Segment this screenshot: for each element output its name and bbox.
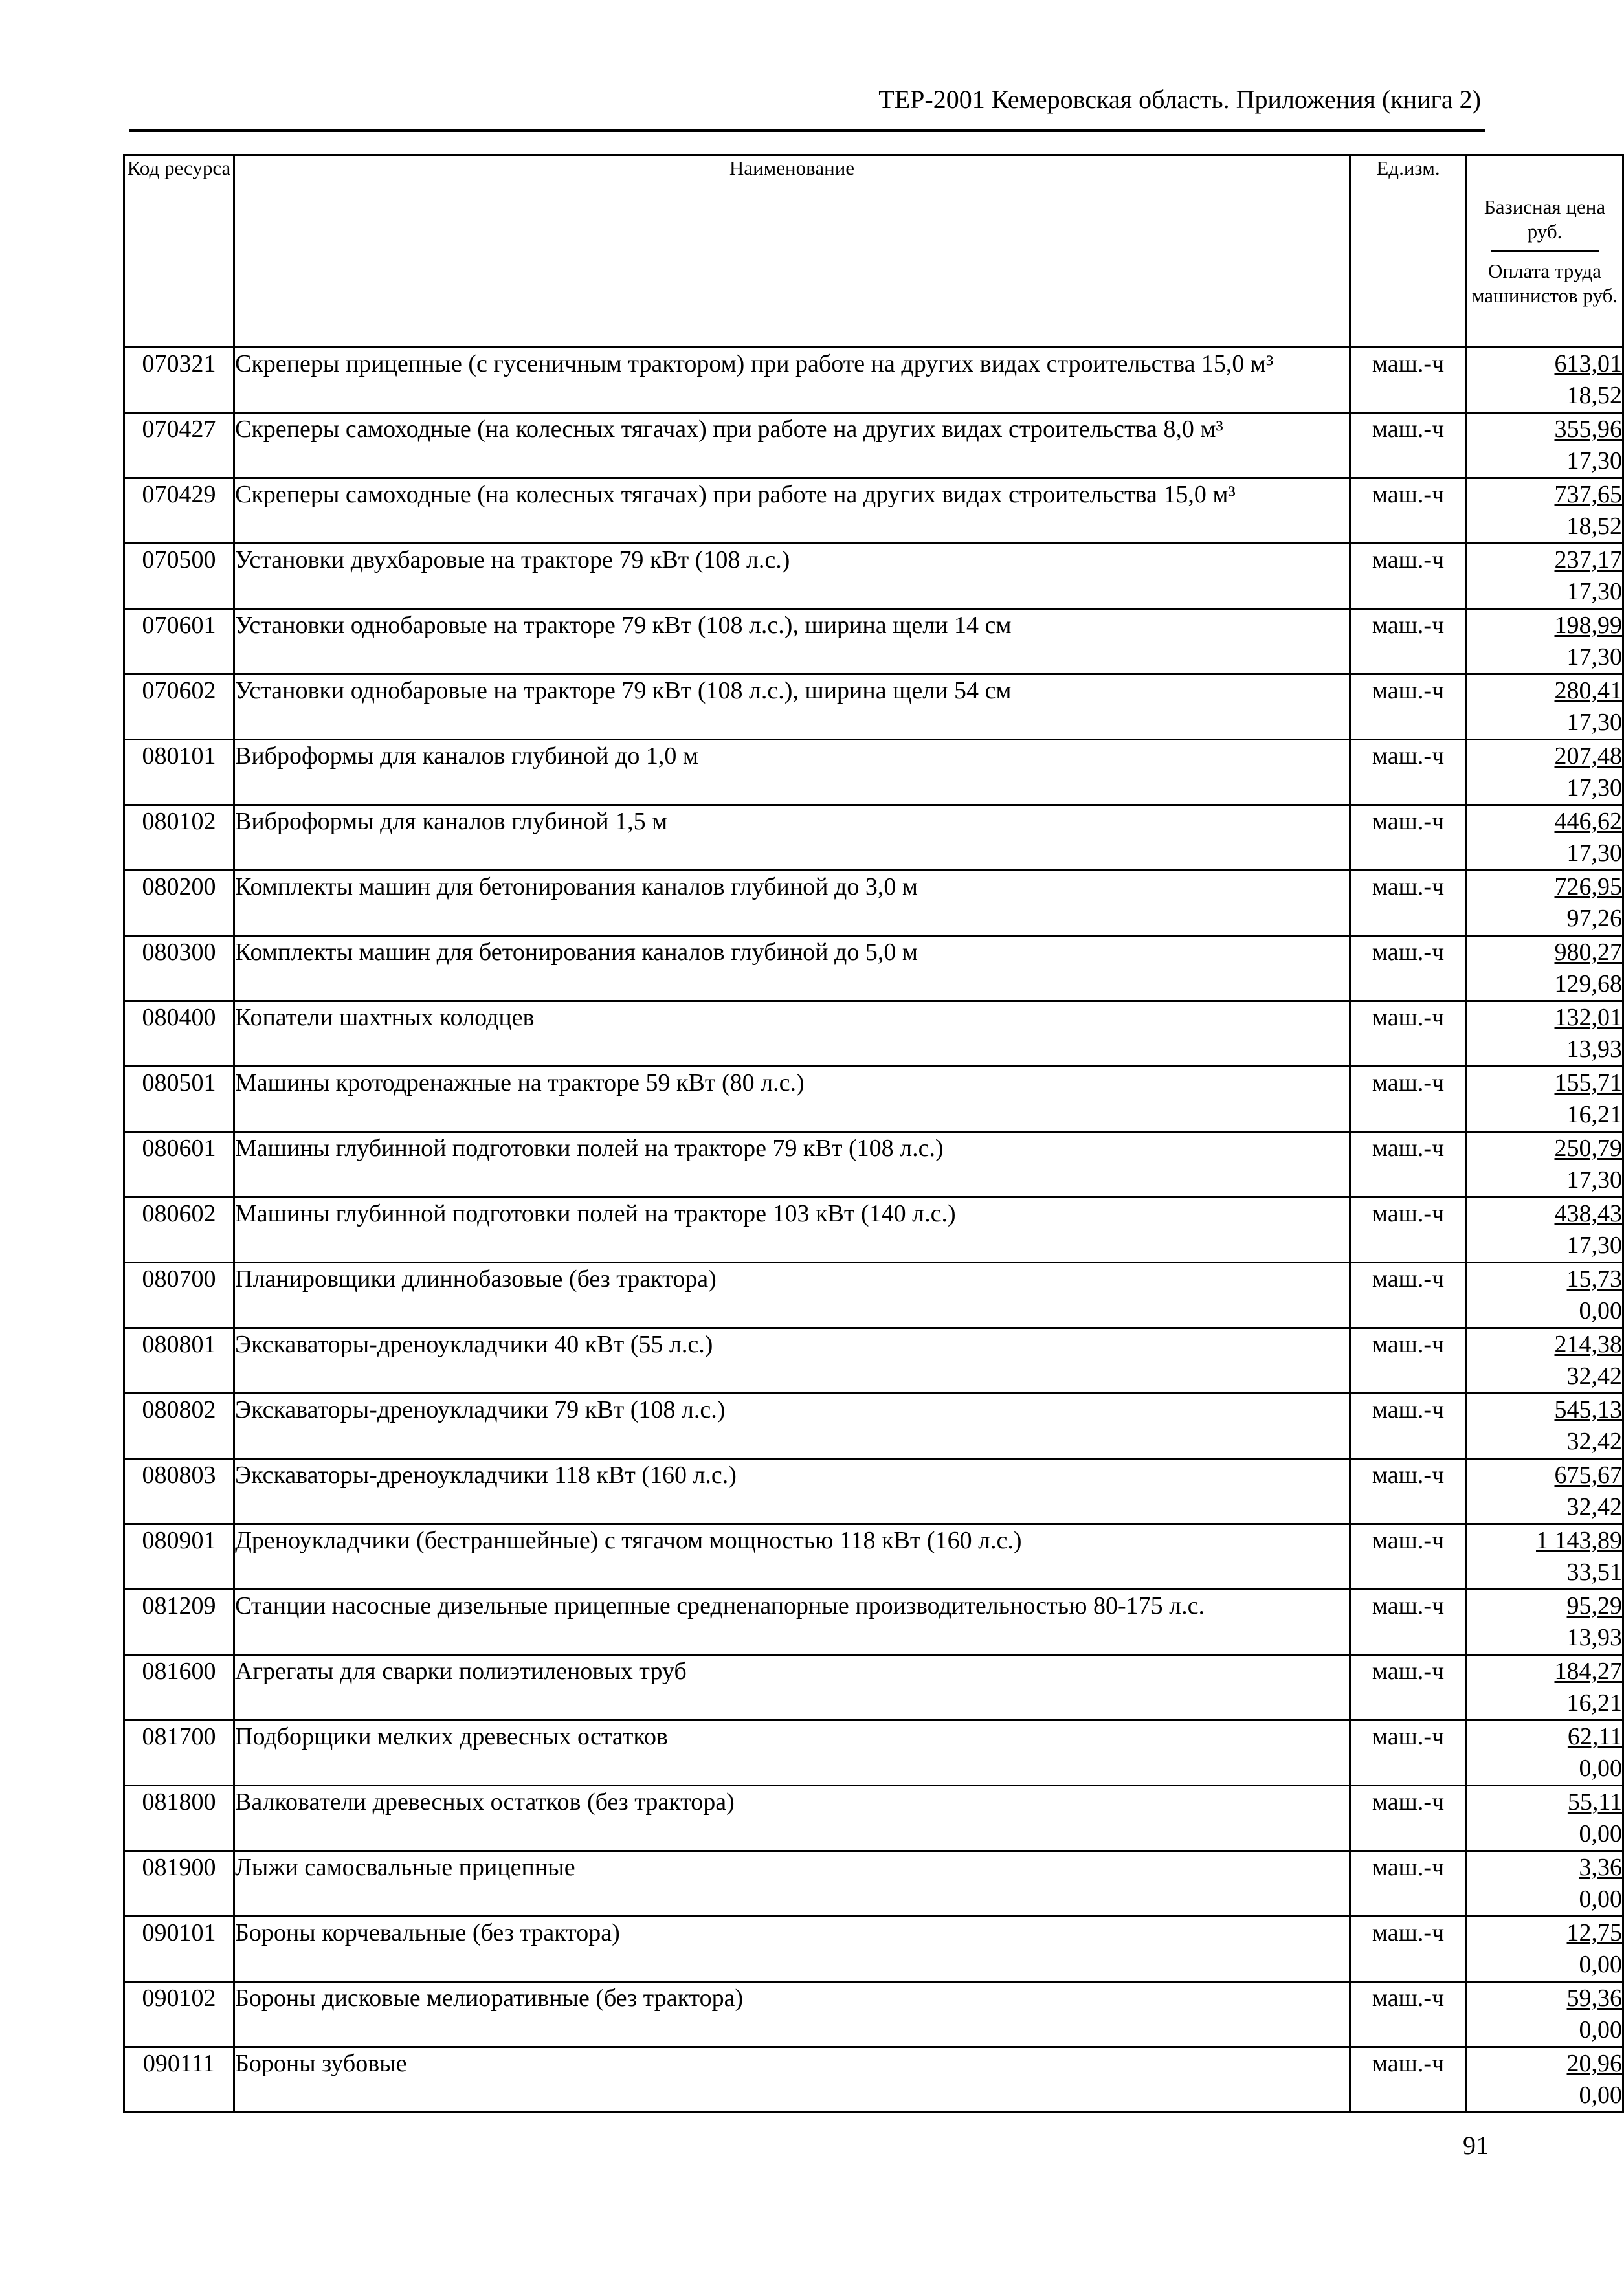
resource-name: Агрегаты для сварки полиэтиленовых труб	[234, 1655, 1350, 1720]
base-price: 675,67	[1554, 1462, 1622, 1489]
price-cell	[1467, 1459, 1623, 1524]
unit-of-measure: маш.-ч	[1350, 413, 1467, 478]
page-number: 91	[1463, 2131, 1489, 2160]
operator-pay: 0,00	[1579, 1297, 1622, 1324]
price-cell	[1467, 936, 1623, 1001]
resource-name: Подборщики мелких древесных остатков	[234, 1720, 1350, 1786]
price-cell	[1467, 1001, 1623, 1067]
resource-code: 070500	[124, 544, 234, 609]
resource-code: 081209	[124, 1590, 234, 1655]
resource-code: 070602	[124, 674, 234, 740]
table-row	[124, 413, 1623, 478]
base-price: 59,36	[1566, 1985, 1622, 2012]
price-cell	[1467, 1067, 1623, 1132]
resource-name: Установки однобаровые на тракторе 79 кВт (108 л.с.), ширина щели 54 см	[234, 674, 1350, 740]
base-price: 446,62	[1554, 808, 1622, 835]
resource-code: 070321	[124, 348, 234, 413]
resource-code: 080601	[124, 1132, 234, 1197]
base-price: 198,99	[1554, 612, 1622, 639]
unit-of-measure: маш.-ч	[1350, 1590, 1467, 1655]
operator-pay: 0,00	[1579, 2082, 1622, 2109]
resource-name: Установки двухбаровые на тракторе 79 кВт (108 л.с.)	[234, 544, 1350, 609]
price-cell	[1467, 348, 1623, 413]
unit-of-measure: маш.-ч	[1350, 1655, 1467, 1720]
column-header-price	[1467, 155, 1623, 348]
price-cell	[1467, 1524, 1623, 1590]
operator-pay: 32,42	[1566, 1363, 1622, 1390]
unit-of-measure: маш.-ч	[1350, 1132, 1467, 1197]
unit-of-measure: маш.-ч	[1350, 478, 1467, 544]
table-row	[124, 1917, 1623, 1982]
resource-name: Копатели шахтных колодцев	[234, 1001, 1350, 1067]
price-cell	[1467, 674, 1623, 740]
resource-name: Комплекты машин для бетонирования каналов глубиной до 3,0 м	[234, 871, 1350, 936]
base-price: 726,95	[1554, 873, 1622, 900]
resource-name: Станции насосные дизельные прицепные средненапорные производительностью 80-175 л.с.	[234, 1590, 1350, 1655]
table-row	[124, 1001, 1623, 1067]
resource-name: Машины глубинной подготовки полей на тракторе 103 кВт (140 л.с.)	[234, 1197, 1350, 1263]
price-cell	[1467, 413, 1623, 478]
base-price: 545,13	[1554, 1396, 1622, 1423]
unit-of-measure: маш.-ч	[1350, 805, 1467, 871]
resource-code: 080803	[124, 1459, 234, 1524]
resource-name: Виброформы для каналов глубиной до 1,0 м	[234, 740, 1350, 805]
resource-code: 090111	[124, 2047, 234, 2113]
resource-name: Установки однобаровые на тракторе 79 кВт (108 л.с.), ширина щели 14 см	[234, 609, 1350, 674]
base-price: 737,65	[1554, 481, 1622, 508]
base-price: 438,43	[1554, 1200, 1622, 1227]
table-row	[124, 674, 1623, 740]
resource-name: Экскаваторы-дреноукладчики 79 кВт (108 л.с.)	[234, 1394, 1350, 1459]
operator-pay: 97,26	[1566, 905, 1622, 932]
resource-name: Экскаваторы-дреноукладчики 40 кВт (55 л.с.)	[234, 1328, 1350, 1394]
table-row	[124, 1067, 1623, 1132]
table-row	[124, 936, 1623, 1001]
resource-code: 081900	[124, 1851, 234, 1917]
operator-pay: 17,30	[1566, 1232, 1622, 1259]
base-price: 15,73	[1566, 1265, 1622, 1293]
unit-of-measure: маш.-ч	[1350, 871, 1467, 936]
base-price: 355,96	[1554, 416, 1622, 443]
operator-pay: 17,30	[1566, 578, 1622, 605]
price-cell	[1467, 1328, 1623, 1394]
price-cell	[1467, 1655, 1623, 1720]
unit-of-measure: маш.-ч	[1350, 1459, 1467, 1524]
operator-pay: 17,30	[1566, 774, 1622, 801]
resource-name: Дреноукладчики (бестраншейные) с тягачом мощностью 118 кВт (160 л.с.)	[234, 1524, 1350, 1590]
resource-name: Машины кротодренажные на тракторе 59 кВт (80 л.с.)	[234, 1067, 1350, 1132]
running-header: ТЕР-2001 Кемеровская область. Приложения (книга 2)	[878, 85, 1481, 114]
unit-of-measure: маш.-ч	[1350, 740, 1467, 805]
resource-name: Машины глубинной подготовки полей на тракторе 79 кВт (108 л.с.)	[234, 1132, 1350, 1197]
unit-of-measure: маш.-ч	[1350, 1524, 1467, 1590]
operator-pay: 17,30	[1566, 840, 1622, 867]
base-price: 207,48	[1554, 742, 1622, 770]
resource-code: 080400	[124, 1001, 234, 1067]
resource-table	[123, 154, 1624, 2113]
table-row	[124, 805, 1623, 871]
base-price: 95,29	[1566, 1592, 1622, 1619]
resource-name: Валкователи древесных остатков (без трактора)	[234, 1786, 1350, 1851]
operator-pay: 13,93	[1566, 1624, 1622, 1651]
operator-pay: 13,93	[1566, 1036, 1622, 1063]
resource-name: Скреперы прицепные (с гусеничным трактором) при работе на других видах строительства 15,0 м³	[234, 348, 1350, 413]
operator-pay: 0,00	[1579, 1755, 1622, 1782]
base-price: 237,17	[1554, 546, 1622, 573]
table-row	[124, 1590, 1623, 1655]
resource-name: Экскаваторы-дреноукладчики 118 кВт (160 л.с.)	[234, 1459, 1350, 1524]
unit-of-measure: маш.-ч	[1350, 1067, 1467, 1132]
price-cell	[1467, 740, 1623, 805]
price-cell	[1467, 2047, 1623, 2113]
resource-code: 080501	[124, 1067, 234, 1132]
price-cell	[1467, 609, 1623, 674]
operator-pay: 129,68	[1554, 970, 1622, 997]
base-price: 980,27	[1554, 939, 1622, 966]
resource-code: 080300	[124, 936, 234, 1001]
operator-pay: 32,42	[1566, 1428, 1622, 1455]
table-row	[124, 1197, 1623, 1263]
table-row	[124, 1655, 1623, 1720]
base-price: 12,75	[1566, 1919, 1622, 1946]
resource-name: Скреперы самоходные (на колесных тягачах) при работе на других видах строительства 15,0 м³	[234, 478, 1350, 544]
resource-code: 090102	[124, 1982, 234, 2047]
base-price: 3,36	[1579, 1854, 1622, 1881]
resource-name: Скреперы самоходные (на колесных тягачах) при работе на других видах строительства 8,0 м³	[234, 413, 1350, 478]
price-cell	[1467, 805, 1623, 871]
base-price: 1 143,89	[1536, 1527, 1622, 1554]
price-cell	[1467, 1851, 1623, 1917]
unit-of-measure: маш.-ч	[1350, 1197, 1467, 1263]
operator-pay: 0,00	[1579, 1886, 1622, 1913]
price-cell	[1467, 1263, 1623, 1328]
resource-code: 080102	[124, 805, 234, 871]
base-price: 214,38	[1554, 1331, 1622, 1358]
unit-of-measure: маш.-ч	[1350, 674, 1467, 740]
resource-code: 070429	[124, 478, 234, 544]
header-rule	[129, 129, 1485, 132]
resource-name: Бороны корчевальные (без трактора)	[234, 1917, 1350, 1982]
resource-name: Планировщики длиннобазовые (без трактора)	[234, 1263, 1350, 1328]
table-row	[124, 1982, 1623, 2047]
resource-code: 080700	[124, 1263, 234, 1328]
table-row	[124, 1394, 1623, 1459]
base-price: 55,11	[1567, 1788, 1622, 1816]
resource-code: 090101	[124, 1917, 234, 1982]
operator-pay: 17,30	[1566, 643, 1622, 671]
price-cell	[1467, 1917, 1623, 1982]
unit-of-measure: маш.-ч	[1350, 1917, 1467, 1982]
column-header-base-price: Базисная цена руб.	[1484, 195, 1606, 243]
table-row	[124, 609, 1623, 674]
operator-pay: 32,42	[1566, 1493, 1622, 1520]
base-price: 184,27	[1554, 1658, 1622, 1685]
unit-of-measure: маш.-ч	[1350, 1786, 1467, 1851]
base-price: 613,01	[1554, 350, 1622, 377]
unit-of-measure: маш.-ч	[1350, 1851, 1467, 1917]
resource-code: 080802	[124, 1394, 234, 1459]
operator-pay: 0,00	[1579, 1951, 1622, 1978]
resource-code: 080602	[124, 1197, 234, 1263]
price-cell	[1467, 1590, 1623, 1655]
unit-of-measure: маш.-ч	[1350, 936, 1467, 1001]
table-header-row	[124, 155, 1623, 348]
resource-name: Бороны зубовые	[234, 2047, 1350, 2113]
column-header-name: Наименование	[234, 155, 1350, 348]
table-row	[124, 348, 1623, 413]
resource-code: 080901	[124, 1524, 234, 1590]
unit-of-measure: маш.-ч	[1350, 1720, 1467, 1786]
operator-pay: 17,30	[1566, 1166, 1622, 1194]
operator-pay: 18,52	[1566, 382, 1622, 409]
price-cell	[1467, 1197, 1623, 1263]
operator-pay: 18,52	[1566, 513, 1622, 540]
base-price: 132,01	[1554, 1004, 1622, 1031]
base-price: 20,96	[1566, 2050, 1622, 2077]
base-price: 250,79	[1554, 1135, 1622, 1162]
unit-of-measure: маш.-ч	[1350, 1394, 1467, 1459]
resource-name: Комплекты машин для бетонирования каналов глубиной до 5,0 м	[234, 936, 1350, 1001]
column-header-code: Код ресурса	[124, 155, 234, 348]
operator-pay: 16,21	[1566, 1689, 1622, 1717]
unit-of-measure: маш.-ч	[1350, 348, 1467, 413]
price-cell	[1467, 1786, 1623, 1851]
unit-of-measure: маш.-ч	[1350, 1328, 1467, 1394]
resource-code: 081800	[124, 1786, 234, 1851]
table-row	[124, 1459, 1623, 1524]
operator-pay: 16,21	[1566, 1101, 1622, 1128]
unit-of-measure: маш.-ч	[1350, 1982, 1467, 2047]
unit-of-measure: маш.-ч	[1350, 544, 1467, 609]
table-row	[124, 2047, 1623, 2113]
operator-pay: 17,30	[1566, 447, 1622, 474]
resource-code: 081700	[124, 1720, 234, 1786]
table-row	[124, 1524, 1623, 1590]
resource-name: Лыжи самосвальные прицепные	[234, 1851, 1350, 1917]
table-row	[124, 1263, 1623, 1328]
table-row	[124, 478, 1623, 544]
unit-of-measure: маш.-ч	[1350, 1001, 1467, 1067]
unit-of-measure: маш.-ч	[1350, 2047, 1467, 2113]
column-header-unit: Ед.изм.	[1350, 155, 1467, 348]
table-row	[124, 1851, 1623, 1917]
table-row	[124, 1720, 1623, 1786]
table-row	[124, 1132, 1623, 1197]
resource-code: 080801	[124, 1328, 234, 1394]
table-row	[124, 544, 1623, 609]
header-divider	[1491, 250, 1599, 252]
table-row	[124, 1786, 1623, 1851]
base-price: 62,11	[1567, 1723, 1622, 1750]
price-cell	[1467, 478, 1623, 544]
table-row	[124, 1328, 1623, 1394]
price-cell	[1467, 1394, 1623, 1459]
price-cell	[1467, 544, 1623, 609]
price-cell	[1467, 871, 1623, 936]
price-cell	[1467, 1132, 1623, 1197]
operator-pay: 0,00	[1579, 1820, 1622, 1847]
resource-name: Виброформы для каналов глубиной 1,5 м	[234, 805, 1350, 871]
resource-code: 080200	[124, 871, 234, 936]
resource-code: 070427	[124, 413, 234, 478]
resource-name: Бороны дисковые мелиоративные (без трактора)	[234, 1982, 1350, 2047]
resource-code: 081600	[124, 1655, 234, 1720]
table-row	[124, 740, 1623, 805]
operator-pay: 0,00	[1579, 2016, 1622, 2043]
unit-of-measure: маш.-ч	[1350, 1263, 1467, 1328]
resource-code: 070601	[124, 609, 234, 674]
column-header-operator-pay: Оплата труда машинистов руб.	[1471, 259, 1618, 307]
operator-pay: 33,51	[1566, 1559, 1622, 1586]
table-row	[124, 871, 1623, 936]
table-body	[124, 348, 1623, 2113]
resource-code: 080101	[124, 740, 234, 805]
price-cell	[1467, 1720, 1623, 1786]
base-price: 280,41	[1554, 677, 1622, 704]
price-cell	[1467, 1982, 1623, 2047]
unit-of-measure: маш.-ч	[1350, 609, 1467, 674]
base-price: 155,71	[1554, 1069, 1622, 1096]
operator-pay: 17,30	[1566, 709, 1622, 736]
